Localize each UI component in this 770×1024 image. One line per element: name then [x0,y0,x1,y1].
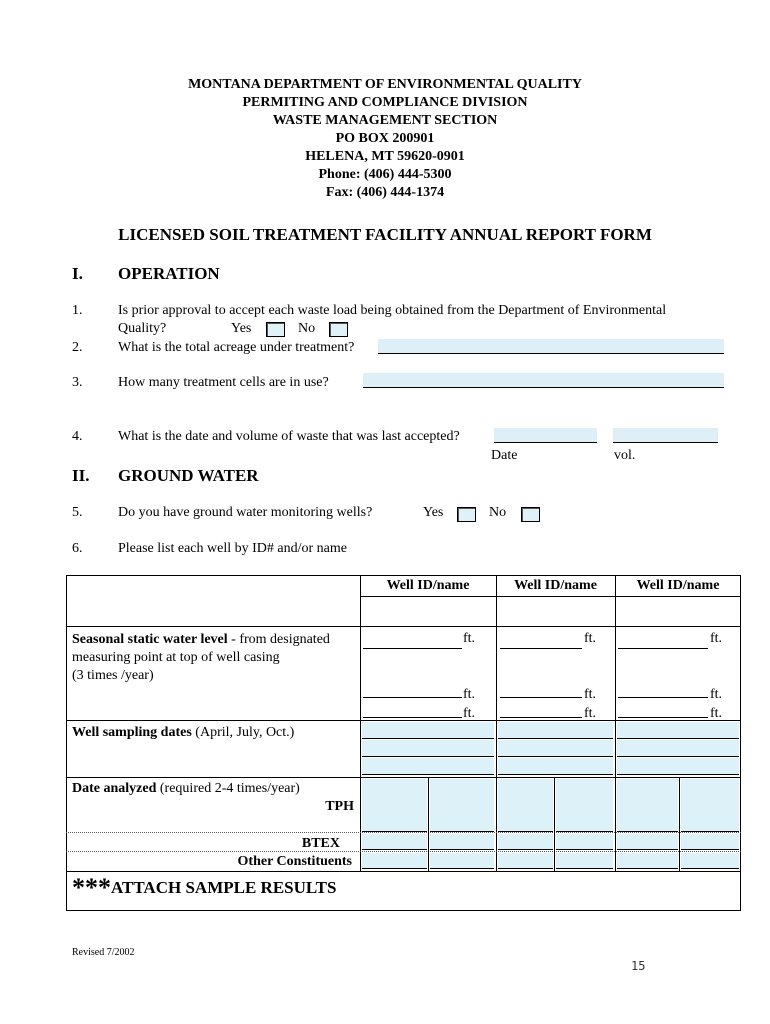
attach-results-note [72,873,336,903]
well-3-id-input[interactable] [617,598,739,624]
well-1-sample-date-3[interactable] [362,758,494,775]
q4-text: What is the date and volume of waste that was last accepted? [118,429,460,444]
other-constituents-cell[interactable] [362,853,427,869]
well-1-sample-date-1[interactable] [362,722,494,739]
acreage-input[interactable] [378,339,724,354]
well-2-level-1-input[interactable] [500,648,582,649]
section-1-number: I. [72,264,83,283]
city-address: HELENA, MT 59620-0901 [305,149,465,164]
well-3-level-1-input[interactable] [618,648,708,649]
btex-cell[interactable] [681,834,739,850]
ft-unit: ft. [584,687,597,702]
po-box: PO BOX 200901 [335,131,435,146]
ft-unit: ft. [710,631,723,646]
q1-no-label: No [298,321,316,336]
well-2-level-2-input[interactable] [500,697,582,698]
ft-unit: ft. [463,706,476,721]
section-2-title: GROUND WATER [118,466,259,485]
static-level-label [72,631,330,649]
q3-number: 3. [72,375,83,390]
date-analyzed-label-bold: Date analyzed [72,781,157,796]
q6-text: Please list each well by ID# and/or name [118,541,347,556]
tph-label: TPH [325,799,354,814]
ft-unit: ft. [710,687,723,702]
q2-number: 2. [72,340,83,355]
last-accepted-date-input[interactable] [494,428,597,443]
phone: Phone: (406) 444-5300 [318,167,452,182]
revision-date: Revised 7/2002 [72,947,135,958]
q1-number: 1. [72,303,83,318]
q5-yes-checkbox[interactable] [457,507,476,522]
treatment-cells-input[interactable] [363,373,724,388]
well-3-sample-date-2[interactable] [617,740,739,757]
ft-unit: ft. [463,687,476,702]
btex-cell[interactable] [430,834,494,850]
tph-cell[interactable] [556,779,613,832]
section-name: WASTE MANAGEMENT SECTION [272,113,498,128]
q3-text: How many treatment cells are in use? [118,375,329,390]
q2-text: What is the total acreage under treatment? [118,340,355,355]
tph-cell[interactable] [681,779,739,832]
sampling-dates-label-rest: (April, July, Oct.) [191,725,295,740]
static-level-label-rest: - from designated [227,632,330,647]
q5-no-checkbox[interactable] [521,507,540,522]
form-title: LICENSED SOIL TREATMENT FACILITY ANNUAL REPORT FORM [118,225,652,244]
well-3-sample-date-3[interactable] [617,758,739,775]
sampling-dates-label [72,724,294,742]
other-constituents-label: Other Constituents [237,854,352,869]
well-2-sample-date-1[interactable] [498,722,613,739]
well-2-level-3-input[interactable] [500,717,582,718]
ft-unit: ft. [584,706,597,721]
static-level-label-bold: Seasonal static water level [72,632,228,647]
col-header-well-2: Well ID/name [514,578,597,593]
tph-cell[interactable] [617,779,678,832]
last-accepted-volume-input[interactable] [613,428,718,443]
fax: Fax: (406) 444-1374 [325,185,445,200]
q5-no-label: No [489,505,507,520]
attach-text: ATTACH SAMPLE RESULTS [111,878,337,897]
q1-text: Is prior approval to accept each waste load being obtained from the Department of Environmental [118,303,667,318]
col-header-well-3: Well ID/name [636,578,720,593]
division-name: PERMITING AND COMPLIANCE DIVISION [242,95,528,110]
btex-cell[interactable] [498,834,553,850]
btex-label: BTEX [301,836,340,851]
well-2-sample-date-2[interactable] [498,740,613,757]
vol-label: vol. [614,448,636,463]
well-1-level-1-input[interactable] [363,648,462,649]
tph-cell[interactable] [362,779,427,832]
col-header-well-1: Well ID/name [386,578,470,593]
other-constituents-cell[interactable] [498,853,553,869]
attach-stars: *** [72,873,111,902]
btex-cell[interactable] [617,834,678,850]
q5-number: 5. [72,505,83,520]
other-constituents-cell[interactable] [617,853,678,869]
sampling-dates-label-bold: Well sampling dates [72,725,192,740]
ft-unit: ft. [710,706,723,721]
date-analyzed-label-rest: (required 2-4 times/year) [156,781,300,796]
ft-unit: ft. [463,631,476,646]
well-3-sample-date-1[interactable] [617,722,739,739]
well-1-id-input[interactable] [362,598,494,624]
section-2-number: II. [72,466,90,485]
q5-text: Do you have ground water monitoring wells? [118,505,373,520]
date-analyzed-label [72,780,300,798]
q5-yes-label: Yes [423,505,444,520]
date-label: Date [491,448,518,463]
tph-cell[interactable] [498,779,553,832]
well-2-sample-date-3[interactable] [498,758,613,775]
q1-yes-checkbox[interactable] [266,322,285,337]
q1-no-checkbox[interactable] [329,322,348,337]
q1-yes-label: Yes [231,321,252,336]
well-1-level-3-input[interactable] [363,717,462,718]
other-constituents-cell[interactable] [430,853,494,869]
well-3-level-3-input[interactable] [618,717,708,718]
btex-cell[interactable] [362,834,427,850]
other-constituents-cell[interactable] [681,853,739,869]
q6-number: 6. [72,541,83,556]
q4-number: 4. [72,429,83,444]
static-level-label-line3: (3 times /year) [72,668,154,683]
q1-text-cont: Quality? [118,321,167,336]
agency-name: MONTANA DEPARTMENT OF ENVIRONMENTAL QUALITY [188,77,582,92]
section-1-title: OPERATION [118,264,220,283]
other-constituents-cell[interactable] [556,853,613,869]
tph-cell[interactable] [430,779,494,832]
well-2-id-input[interactable] [498,598,613,624]
well-3-level-2-input[interactable] [618,697,708,698]
well-1-sample-date-2[interactable] [362,740,494,757]
page-number: 15 [631,959,646,973]
ft-unit: ft. [584,631,597,646]
btex-cell[interactable] [556,834,613,850]
well-1-level-2-input[interactable] [363,697,462,698]
static-level-label-line2: measuring point at top of well casing [72,650,280,665]
